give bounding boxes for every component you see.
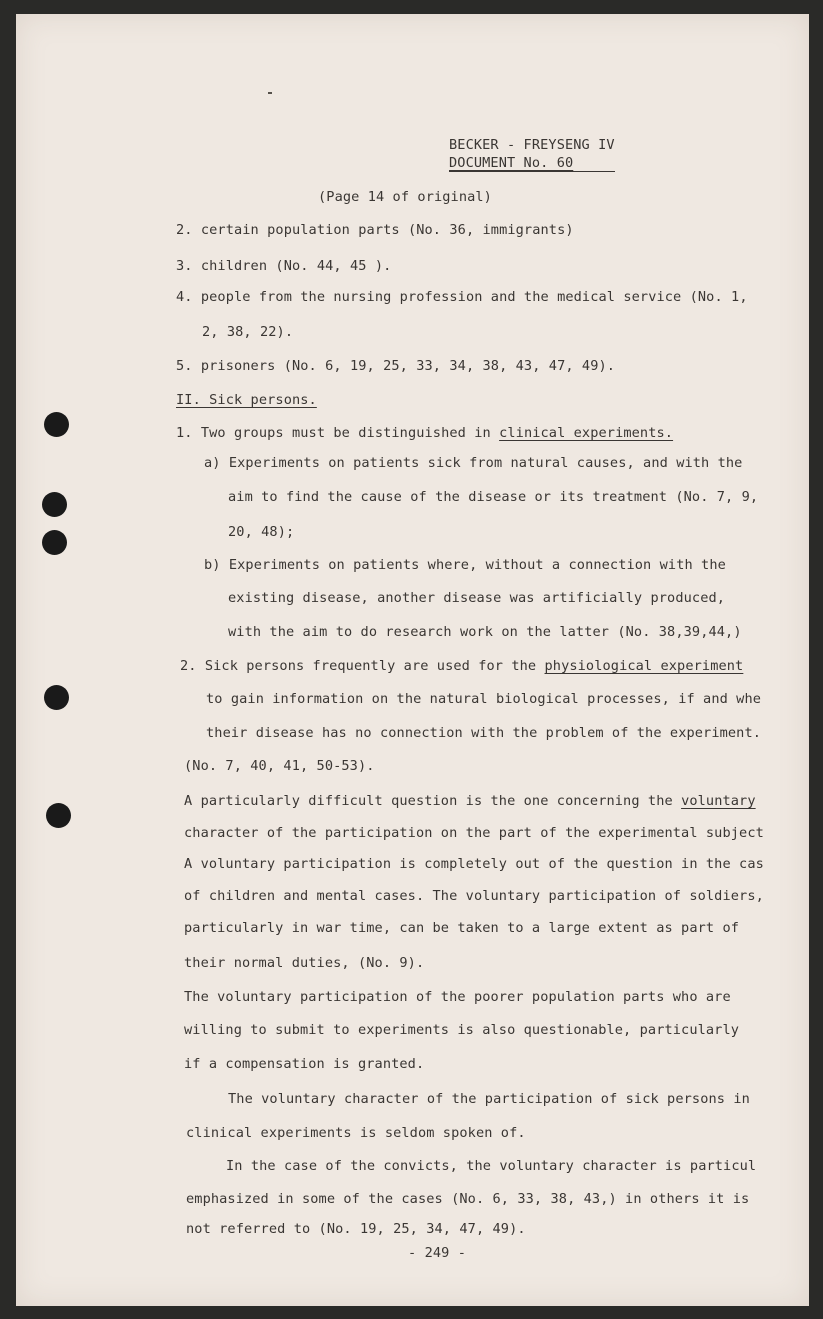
paragraph-4-line-1: In the case of the convicts, the voluntary character is particul	[226, 1158, 757, 1174]
paragraph-1-line-1: A particularly difficult question is the one concerning the voluntary	[184, 793, 756, 809]
paragraph-3-line-1: The voluntary character of the participation of sick persons in	[228, 1091, 750, 1107]
item-2-line-3: their disease has no connection with the problem of the experiment.	[206, 725, 762, 741]
item-1b-line-1: b) Experiments on patients where, without a connection with the	[204, 557, 726, 573]
paragraph-2-line-3: if a compensation is granted.	[184, 1056, 425, 1072]
page-reference: (Page 14 of original)	[318, 189, 492, 205]
stray-mark	[268, 92, 272, 94]
paragraph-3-line-2: clinical experiments is seldom spoken of.	[186, 1125, 526, 1141]
paragraph-1-line-3: A voluntary participation is completely out of the question in the cas	[184, 856, 764, 872]
list-item-2: 2. certain population parts (No. 36, immigrants)	[176, 222, 574, 238]
item-1a-line-3: 20, 48);	[228, 524, 295, 540]
paragraph-1-line-2: character of the participation on the part of the experimental subject	[184, 825, 764, 841]
document-page	[16, 14, 809, 1306]
paragraph-2-line-1: The voluntary participation of the poorer population parts who are	[184, 989, 731, 1005]
paragraph-4-line-3: not referred to (No. 19, 25, 34, 47, 49).	[186, 1221, 526, 1237]
item-1a-line-2: aim to find the cause of the disease or its treatment (No. 7, 9,	[228, 489, 759, 505]
punch-hole	[42, 530, 67, 555]
item-2-line-2: to gain information on the natural biological processes, if and whe	[206, 691, 762, 707]
punch-hole	[46, 803, 71, 828]
header-line-1: BECKER - FREYSENG IV	[449, 137, 615, 153]
list-item-4-cont: 2, 38, 22).	[202, 324, 294, 340]
punch-hole	[44, 412, 69, 437]
item-2-line-4: (No. 7, 40, 41, 50-53).	[184, 758, 375, 774]
list-item-5: 5. prisoners (No. 6, 19, 25, 33, 34, 38, 43, 47, 49).	[176, 358, 616, 374]
item-1-line: 1. Two groups must be distinguished in clinical experiments.	[176, 425, 674, 441]
paragraph-1-line-6: their normal duties, (No. 9).	[184, 955, 425, 971]
item-2-line: 2. Sick persons frequently are used for the physiological experiment	[180, 658, 744, 674]
item-1b-line-3: with the aim to do research work on the latter (No. 38,39,44,)	[228, 624, 742, 640]
punch-hole	[44, 685, 69, 710]
paragraph-1-line-5: particularly in war time, can be taken to a large extent as part of	[184, 920, 740, 936]
item-1b-line-2: existing disease, another disease was artificially produced,	[228, 590, 726, 606]
list-item-3: 3. children (No. 44, 45 ).	[176, 258, 392, 274]
item-1a-line-1: a) Experiments on patients sick from natural causes, and with the	[204, 455, 743, 471]
header-line-2: DOCUMENT No. 60	[449, 155, 574, 171]
list-item-4: 4. people from the nursing profession and the medical service (No. 1,	[176, 289, 748, 305]
paragraph-2-line-2: willing to submit to experiments is also questionable, particularly	[184, 1022, 740, 1038]
header-underline	[449, 171, 615, 172]
page-number: - 249 -	[408, 1245, 466, 1261]
paragraph-4-line-2: emphasized in some of the cases (No. 6, 33, 38, 43,) in others it is	[186, 1191, 750, 1207]
paragraph-1-line-4: of children and mental cases. The voluntary participation of soldiers,	[184, 888, 764, 904]
punch-hole	[42, 492, 67, 517]
section-heading: II. Sick persons.	[176, 392, 317, 408]
